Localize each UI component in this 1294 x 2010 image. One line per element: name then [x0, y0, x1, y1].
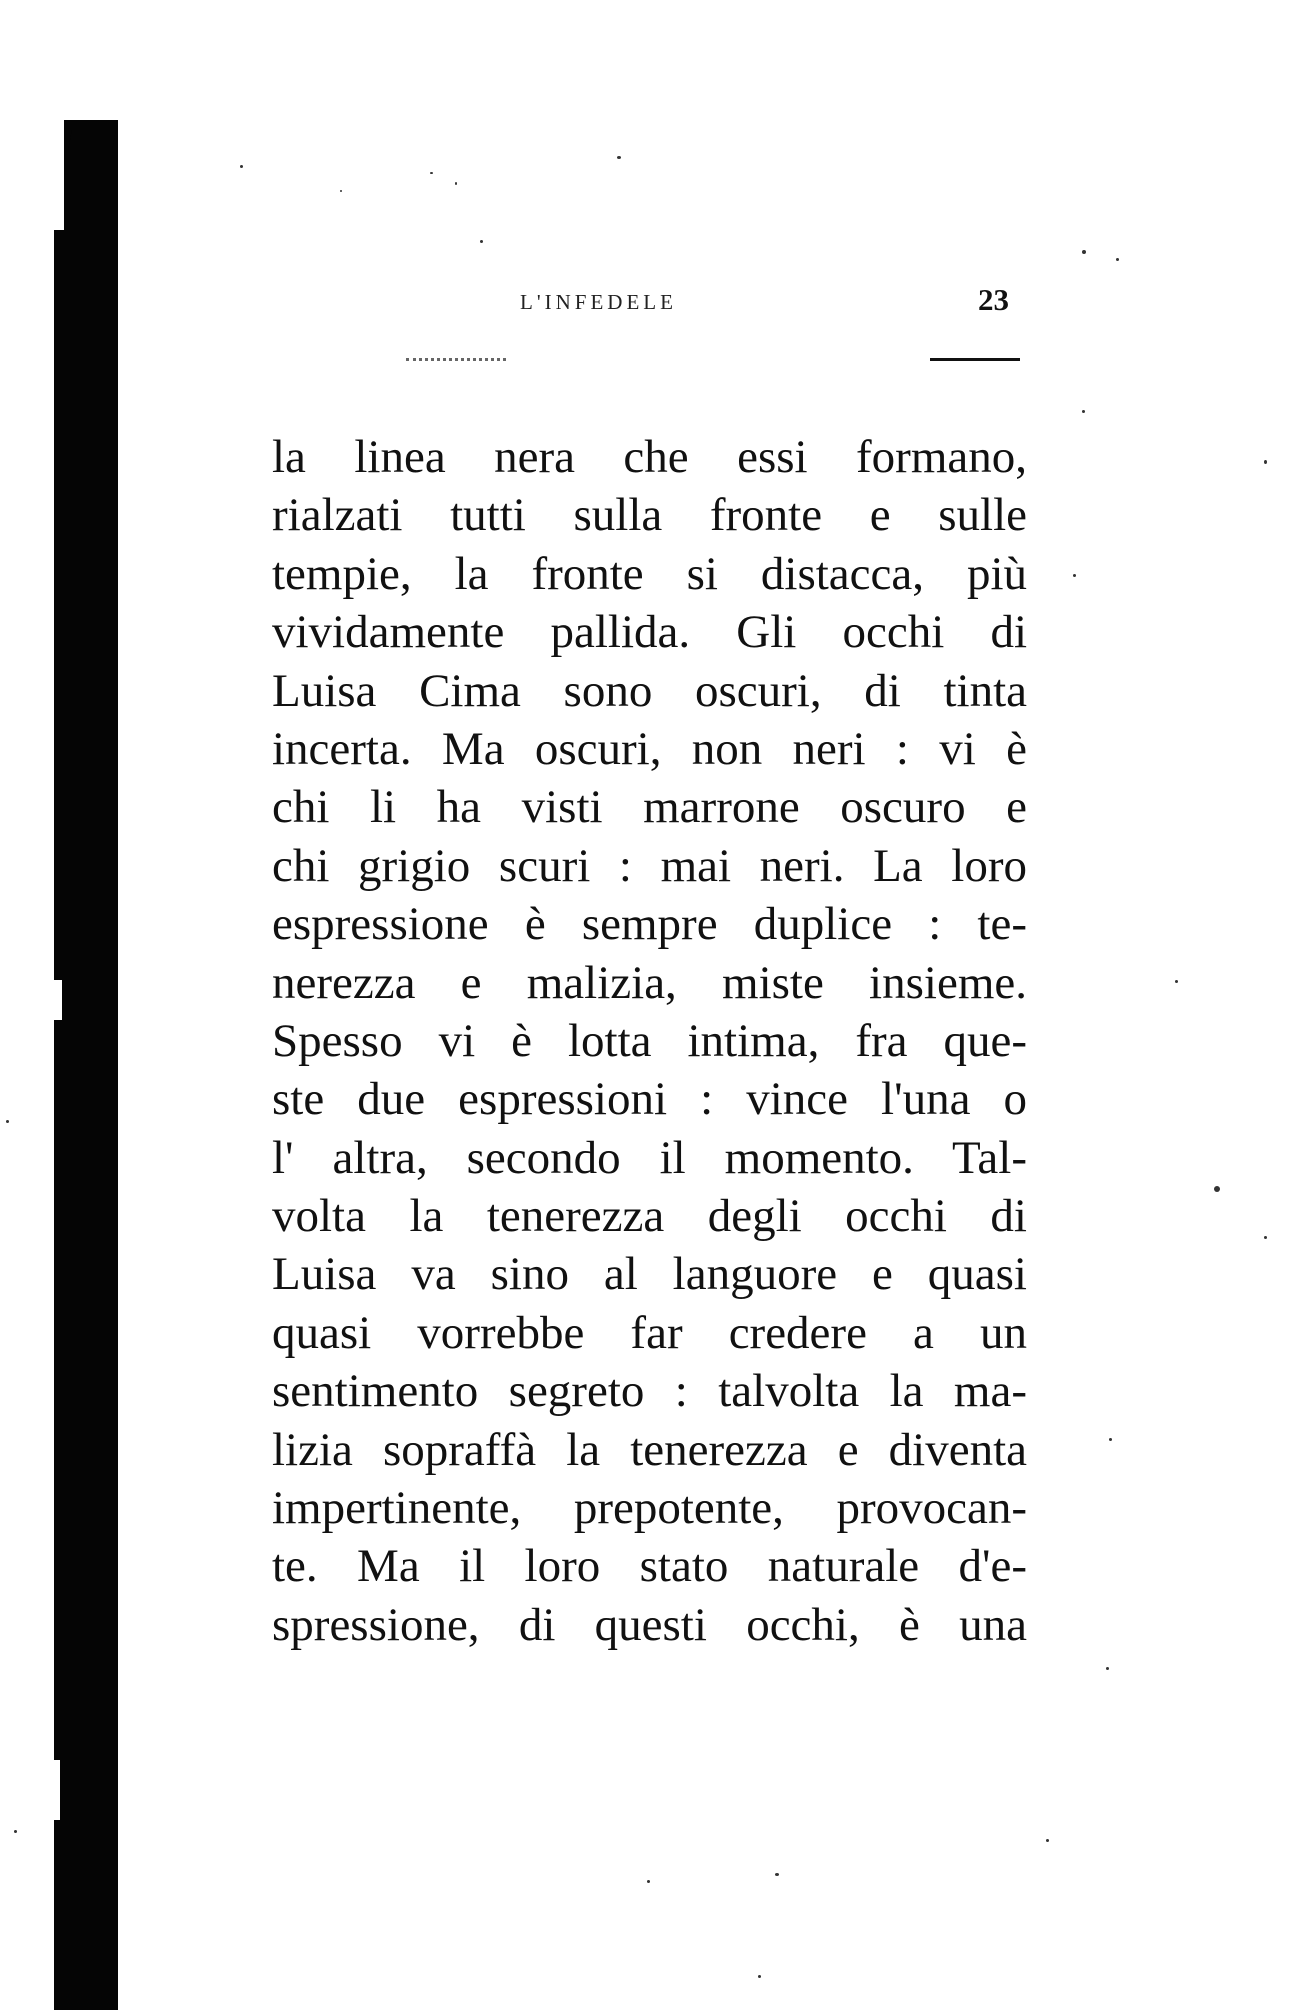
- text-line: rialzati tutti sulla fronte e sulle: [272, 489, 1027, 542]
- scan-speck: [6, 1120, 9, 1123]
- running-head-rule: [930, 358, 1020, 361]
- scan-speck: [480, 240, 483, 243]
- running-head-title: L'INFEDELE: [520, 290, 677, 314]
- text-line: spressione, di questi occhi, è una: [272, 1598, 1027, 1651]
- running-head-dotted-rule: [406, 358, 506, 361]
- scan-speck: [1082, 250, 1086, 254]
- scan-speck: [340, 190, 342, 192]
- scan-speck: [1264, 1236, 1267, 1239]
- binding-edge: [54, 120, 118, 2010]
- binding-notch: [54, 1760, 60, 1820]
- scan-speck: [1109, 1438, 1112, 1441]
- text-line: quasi vorrebbe far credere a un: [272, 1306, 1027, 1359]
- text-line: chi grigio scuri : mai neri. La loro: [272, 839, 1027, 892]
- scan-speck: [647, 1880, 650, 1883]
- text-line: Luisa Cima sono oscuri, di tinta: [272, 664, 1027, 717]
- text-line: Luisa va sino al languore e quasi: [272, 1248, 1027, 1301]
- scan-speck: [775, 1873, 779, 1876]
- scan-speck: [455, 182, 457, 185]
- scan-speck: [617, 156, 621, 159]
- scan-speck: [1214, 1186, 1220, 1192]
- scan-speck: [240, 165, 243, 168]
- text-line: sentimento segreto : talvolta la ma-: [272, 1365, 1027, 1418]
- text-line: vividamente pallida. Gli occhi di: [272, 606, 1027, 659]
- scan-speck: [1073, 574, 1076, 577]
- text-line: te. Ma il loro stato naturale d'e-: [272, 1540, 1027, 1593]
- text-line: ste due espressioni : vince l'una o: [272, 1073, 1027, 1126]
- binding-notch: [54, 980, 62, 1020]
- scan-speck: [430, 172, 433, 174]
- binding-edge-top: [68, 130, 116, 150]
- text-line: volta la tenerezza degli occhi di: [272, 1190, 1027, 1243]
- text-line: impertinente, prepotente, provocan-: [272, 1482, 1027, 1535]
- text-line: espressione è sempre duplice : te-: [272, 898, 1027, 951]
- scan-speck: [1264, 460, 1267, 464]
- scan-speck: [1046, 1839, 1049, 1842]
- scan-speck: [1082, 410, 1085, 413]
- text-line: chi li ha visti marrone oscuro e: [272, 781, 1027, 834]
- scan-speck: [14, 1830, 17, 1833]
- text-line: nerezza e malizia, miste insieme.: [272, 956, 1027, 1009]
- text-line: lizia sopraffà la tenerezza e diventa: [272, 1423, 1027, 1476]
- body-text: [272, 428, 1027, 1654]
- page-number: 23: [978, 282, 1009, 317]
- text-line: tempie, la fronte si distacca, più: [272, 547, 1027, 600]
- binding-notch: [54, 120, 64, 230]
- scan-speck: [1175, 980, 1178, 983]
- text-line: incerta. Ma oscuri, non neri : vi è: [272, 722, 1027, 775]
- scan-speck: [1106, 1667, 1109, 1670]
- text-line: Spesso vi è lotta intima, fra que-: [272, 1014, 1027, 1067]
- scan-speck: [758, 1975, 761, 1978]
- text-line: l' altra, secondo il momento. Tal-: [272, 1131, 1027, 1184]
- scan-speck: [1116, 258, 1119, 261]
- text-line: la linea nera che essi formano,: [272, 431, 1027, 483]
